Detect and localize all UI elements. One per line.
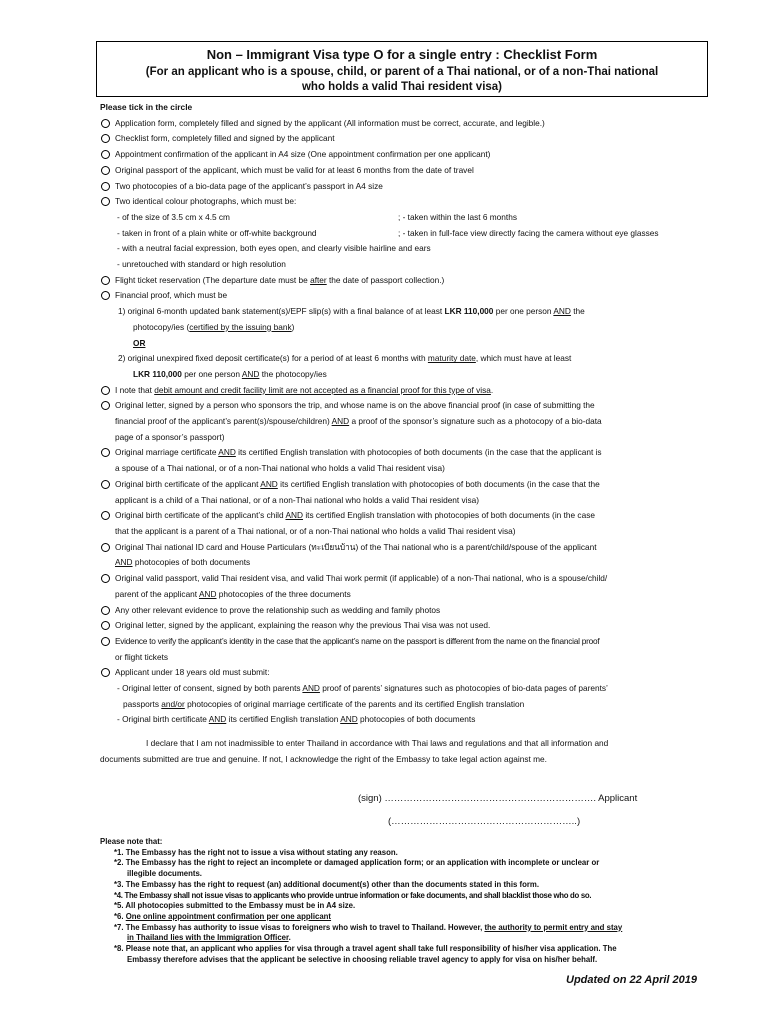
note: *7. The Embassy has authority to issue visas to foreigners who wish to travel to Thailand. However, the authority to permit entry and stay	[114, 922, 623, 932]
signature-line[interactable]: (sign) …………………………………………………………. Applicant	[358, 793, 638, 804]
title-box	[96, 41, 708, 97]
financial-option-1-cont: photocopy/ies (certified by the issuing bank)	[133, 321, 295, 332]
form-title: Non – Immigrant Visa type O for a single entry : Checklist Form	[206, 47, 598, 62]
photo-requirement: - unretouched with standard or high resolution	[117, 259, 286, 270]
tick-circle[interactable]	[101, 511, 110, 520]
checklist-item-birth-certificate-child: Original birth certificate of the applicant’s child AND its certified English translation with photocopies of both documents (in the case that the applicant is a parent of a Thai national, or of a non-Thai national who holds a valid Thai resident visa)	[100, 508, 710, 539]
tick-circle[interactable]	[101, 276, 110, 285]
tick-circle[interactable]	[101, 621, 110, 630]
checklist-item-debit-note: I note that debit amount and credit facility limit are not accepted as a financial proof for this type of visa.	[100, 383, 710, 399]
checklist-item-passport: Original passport of the applicant, which must be valid for at least 6 months from the date of travel	[100, 163, 710, 179]
checklist-item-passport-copies: Two photocopies of a bio-data page of the applicant’s passport in A4 size	[100, 179, 710, 195]
checklist-item-marriage-certificate: Original marriage certificate AND its certified English translation with photocopies of both documents (in the case that the applicant is a spouse of a Thai national, or of a non-Thai national who holds a valid Thai resident visa)	[100, 445, 710, 476]
checklist-item-photographs: Two identical colour photographs, which must be:	[100, 194, 710, 210]
tick-circle[interactable]	[101, 480, 110, 489]
financial-or: OR	[133, 337, 146, 348]
checklist-item-under-18: Applicant under 18 years old must submit:	[100, 665, 710, 681]
checklist-item-sponsor-letter: Original letter, signed by a person who sponsors the trip, and whose name is on the above financial proof (in case of submitting the financial proof of the applicant’s parent(s)/spouse/children) AND a proof of the sponsor’s signature such as a photocopy of a bio-data page of a sponsor’s passport)	[100, 398, 710, 445]
tick-circle[interactable]	[101, 668, 110, 677]
checklist-item-financial-proof: Financial proof, which must be	[100, 288, 710, 304]
notes	[100, 837, 712, 965]
under-18-requirement: - Original birth certificate AND its certified English translation AND photocopies of both documents	[117, 714, 476, 725]
checklist-item-resident-docs: Original valid passport, valid Thai resident visa, and valid Thai work permit (if applicable) of a non-Thai national, who is a spouse/child/ parent of the applicant AND photocopies of the three documents	[100, 571, 710, 602]
checklist-item-birth-certificate-applicant: Original birth certificate of the applicant AND its certified English translation with photocopies of both documents (in the case that the applicant is a child of a Thai national, or of a non-Thai national who holds a valid Thai resident visa)	[100, 477, 710, 508]
tick-circle[interactable]	[101, 448, 110, 457]
tick-circle[interactable]	[101, 119, 110, 128]
financial-option-2: 2) original unexpired fixed deposit certificate(s) for a period of at least 6 months with maturity date, which must have at least	[118, 353, 572, 364]
tick-circle[interactable]	[101, 401, 110, 410]
checklist-item-thai-id: Original Thai national ID card and House Particulars (ทะเบียนบ้าน) of the Thai national who is a parent/child/spouse of the applicant AND photocopies of both documents	[100, 540, 710, 571]
tick-circle[interactable]	[101, 166, 110, 175]
tick-circle[interactable]	[101, 386, 110, 395]
subtitle-line-1: (For an applicant who is a spouse, child, or parent of a Thai national, or of a non-Thai national	[145, 66, 659, 78]
photo-requirement: - taken in front of a plain white or off-white background ; - taken in full-face view directly facing the camera without eye glasses	[117, 227, 659, 238]
checklist-item-flight-ticket: Flight ticket reservation (The departure date must be after the date of passport collection.)	[100, 273, 710, 289]
tick-circle[interactable]	[101, 606, 110, 615]
checklist	[100, 100, 710, 728]
financial-option-2-cont: LKR 110,000 per one person AND the photocopy/ies	[133, 368, 327, 379]
under-18-requirement: passports and/or photocopies of original marriage certificate of the parents and its certified English translation	[123, 698, 525, 709]
tick-circle[interactable]	[101, 150, 110, 159]
note: *4. The Embassy shall not issue visas to applicants who provide untrue information or fake documents, and shall blacklist those who do so.	[114, 890, 592, 900]
note-cont: in Thailand lies with the Immigration Officer.	[127, 933, 291, 943]
form-subtitle	[97, 65, 707, 95]
note: *3. The Embassy has the right to request (an) additional document(s) other than the documents stated in this form.	[114, 879, 539, 889]
checklist-item-identity-evidence: Evidence to verify the applicant’s identity in the case that the applicant’s name on the passport is different from the name on the financial proof or flight tickets	[100, 634, 710, 665]
note: *1. The Embassy has the right not to issue a visa without stating any reason.	[114, 847, 398, 857]
note: *5. All photocopies submitted to the Embassy must be in A4 size.	[114, 901, 356, 911]
declaration: I declare that I am not inadmissible to enter Thailand in accordance with Thai laws and regulations and that all information and documents submitted are true and genuine. If not, I acknowledge the right of the Embassy to take legal action against me.	[100, 738, 609, 764]
note: *8. Please note that, an applicant who applies for visa through a travel agent shall take full responsibility of his/her visa application. The	[114, 944, 617, 954]
tick-circle[interactable]	[101, 134, 110, 143]
name-line[interactable]: (…………………………………………………..)	[388, 816, 581, 827]
instruction: Please tick in the circle	[100, 102, 193, 112]
subtitle-line-2: who holds a valid Thai resident visa)	[301, 81, 503, 93]
financial-option-1: 1) original 6-month updated bank statement(s)/EPF slip(s) with a final balance of at least LKR 110,000 per one person AND the	[118, 306, 585, 317]
checklist-item-application-form: Application form, completely filled and signed by the applicant (All information must be correct, accurate, and legible.)	[100, 116, 710, 132]
checklist-item-appointment: Appointment confirmation of the applicant in A4 size (One appointment confirmation per one applicant)	[100, 147, 710, 163]
tick-circle[interactable]	[101, 182, 110, 191]
note-cont: illegible documents.	[127, 869, 202, 879]
note-cont: Embassy therefore advises that the applicant be selective in choosing reliable travel agency to apply for visa on his/her behalf.	[127, 954, 598, 964]
tick-circle[interactable]	[101, 291, 110, 300]
tick-circle[interactable]	[101, 543, 110, 552]
tick-circle[interactable]	[101, 637, 110, 646]
updated-date: Updated on 22 April 2019	[566, 974, 698, 986]
note: *2. The Embassy has the right to reject an incomplete or damaged application form; or an application with incomplete or unclear or	[114, 858, 600, 868]
checklist-item-checklist-form: Checklist form, completely filled and signed by the applicant	[100, 131, 710, 147]
notes-heading: Please note that:	[100, 837, 163, 846]
tick-circle[interactable]	[101, 197, 110, 206]
note: *6. One online appointment confirmation per one applicant	[114, 911, 332, 921]
tick-circle[interactable]	[101, 574, 110, 583]
under-18-requirement: - Original letter of consent, signed by both parents AND proof of parents’ signatures such as photocopies of bio-data pages of parents’	[117, 683, 608, 694]
checklist-item-relationship-evidence: Any other relevant evidence to prove the relationship such as wedding and family photos	[100, 603, 710, 619]
photo-requirement: - of the size of 3.5 cm x 4.5 cm ; - taken within the last 6 months	[117, 211, 517, 222]
checklist-item-unused-visa-letter: Original letter, signed by the applicant, explaining the reason why the previous Thai visa was not used.	[100, 618, 710, 634]
photo-requirement: - with a neutral facial expression, both eyes open, and clearly visible hairline and ears	[117, 243, 431, 254]
